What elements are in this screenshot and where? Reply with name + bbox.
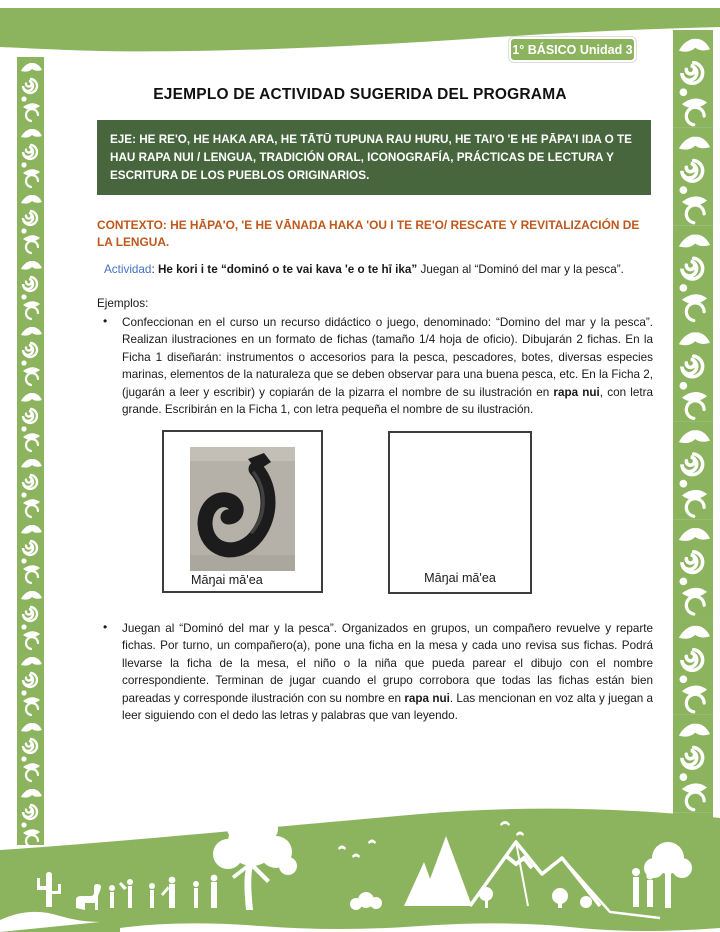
landscape-silhouette-icon — [0, 802, 720, 932]
unit-badge-label: 1° BÁSICO Unidad 3 — [512, 42, 633, 57]
actividad-spanish-text: Juegan al “Dominó del mar y la pesca”. — [417, 263, 624, 276]
ficha-caption: Māŋai mā'ea — [191, 573, 263, 587]
ejemplos-label: Ejemplos: — [97, 297, 149, 310]
contexto-heading: CONTEXTO: HE HĀPA'O, 'E HE VĀNAŊA HAKA 'OU I TE RE'O/ RESCATE Y REVITALIZACIÓN DE LA LENGUA. — [97, 218, 640, 250]
stone-fishhook-photo — [190, 447, 295, 571]
eje-banner: EJE: HE RE'O, HE HAKA ARA, HE TĀTŪ TUPUNA RAU HURU, HE TAI'O 'E HE PĀPA'I IŊA O TE HAU RAPA NUI / LENGUA, TRADICIÓN ORAL, ICONOGRAFÍA, PRÁCTICAS DE LECTURA Y ESCRITURA DE LOS PUEBLOS ORIGINARIOS. — [97, 120, 651, 195]
unit-badge — [509, 37, 636, 62]
actividad-label: Actividad — [104, 263, 152, 276]
bullet-glyph: • — [103, 620, 108, 634]
actividad-line — [104, 262, 654, 278]
bullet-glyph: • — [103, 314, 108, 328]
koru-pattern-icon — [673, 30, 713, 872]
actividad-rapanui-text: He kori i te “dominó o te vai kava 'e o te hī ika” — [157, 263, 418, 276]
bullet-text: Confeccionan en el curso un recurso didáctico o juego, denominado: “Domino del mar y la pesca”. Realizan ilustraciones en un formato de fichas (tamaño 1/4 hoja de oficio). Dibujarán 2 fichas. En la Ficha 1 diseñarán: instrumentos o accesorios para la pesca, pescadores, botes, diversas especies marinas, elementos de la naturaleza que se deben observar para una buena pesca, etc. En la Ficha 2, (jugarán a leer y escribir) y copiarán de la pizarra el nombre de su ilustración en rapa nui, con letra grande. Escribirán en la Ficha 1, con letra pequeña el nombre de su ilustración. — [122, 316, 653, 417]
actividad-separator: : — [151, 263, 158, 276]
ficha-caption: Māŋai mā'ea — [424, 571, 496, 585]
bullet-text: Juegan al “Dominó del mar y la pesca”. Organizados en grupos, un compañero revuelve y reparte fichas. Por turno, un compañero(a), pone una ficha en la mesa y cada uno revisa sus fichas. Podrá llevarse la ficha de la mesa, el niño o la niña que pueda parear el dibujo con el nombre correspondiente. Terminan de jugar cuando el grupo corrobora que todas las fichas están bien pareadas y corresponde ilustración con su nombre en rapa nui. Las mencionan en voz alta y juegan a leer siguiendo con el dedo las letras y palabras que van leyendo. — [122, 622, 653, 723]
ficha-card-1 — [162, 430, 323, 593]
koru-pattern-icon — [17, 57, 44, 845]
ficha-card-2 — [388, 431, 532, 594]
bullet-item-juegan — [103, 620, 653, 725]
page-title: EJEMPLO DE ACTIVIDAD SUGERIDA DEL PROGRAMA — [153, 86, 567, 103]
bullet-item-confeccionan — [103, 314, 653, 419]
